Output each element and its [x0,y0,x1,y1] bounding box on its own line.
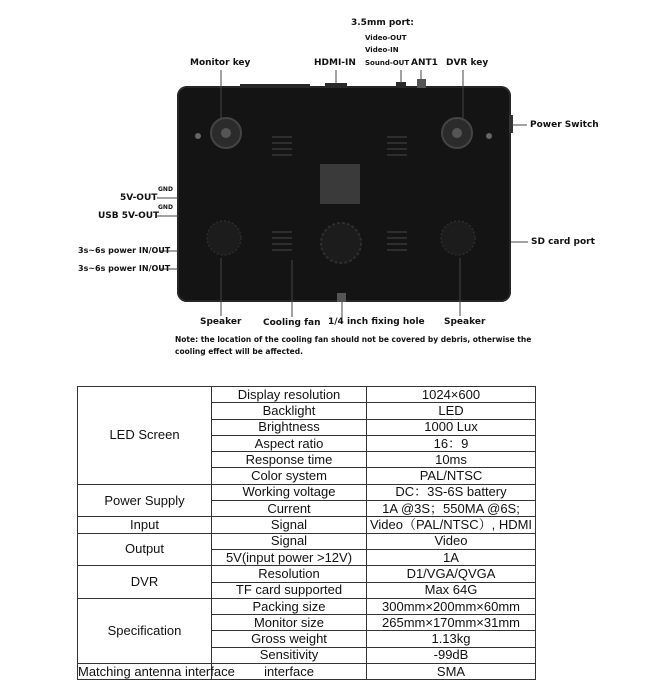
spec-group-name: Specification [78,598,212,663]
spec-parameter: Backlight [212,403,367,419]
fixing-hole [337,293,346,302]
table-row [78,598,536,614]
label-monitor-key: Monitor key [190,58,251,68]
spec-value: D1/VGA/QVGA [367,566,536,582]
spec-value: Video（PAL/NTSC）, HDMI [367,517,536,533]
label-hdmi-in: HDMI-IN [314,58,356,68]
spec-parameter: Packing size [212,598,367,614]
spec-value: 1000 Lux [367,419,536,435]
spec-group-name: Matching antenna interface [78,663,235,679]
side-switch [509,115,513,133]
spec-value: LED [367,403,536,419]
spec-group-name: LED Screen [78,387,212,485]
label-power-in-out-2: 3s~6s power IN/OUT [78,264,171,273]
spec-value: SMA [367,664,536,680]
spec-value: 1024×600 [367,387,536,403]
spec-parameter: Gross weight [212,631,367,647]
spec-value: 1.13kg [367,631,536,647]
cooling-fan-grille [321,223,361,263]
label-power-switch: Power Switch [530,120,599,130]
spec-parameter: Current [212,501,367,517]
spec-value: 1A @3S；550MA @6S; [367,501,536,517]
spec-parameter: Color system [212,468,367,484]
label-usb-5v-out: USB 5V-OUT [98,211,160,221]
label-video-out: Video-OUT [365,34,407,42]
spec-value: Max 64G [367,582,536,598]
vent-top-right [387,137,407,155]
spec-group-name: Output [78,533,212,566]
spec-value: 300mm×200mm×60mm [367,598,536,614]
spec-parameter: Brightness [212,419,367,435]
table-row [78,517,536,533]
spec-parameter: Aspect ratio [212,435,367,451]
spec-table [77,386,536,680]
label-5v-out: 5V-OUT [120,193,158,203]
ant1-connector [417,79,426,88]
spec-parameter: interface [212,664,367,680]
spec-parameter: Display resolution [212,387,367,403]
spec-value: 265mm×170mm×31mm [367,615,536,631]
spec-parameter: Sensitivity [212,647,367,663]
spec-parameter: Monitor size [212,615,367,631]
spec-parameter: Signal [212,517,367,533]
label-speaker-right: Speaker [444,317,486,327]
center-label-plate [320,164,360,204]
vent-bottom-right [387,232,407,250]
label-video-in: Video-IN [365,46,399,54]
spec-parameter: Response time [212,452,367,468]
spec-group-name: Input [78,517,212,533]
table-row [78,387,536,403]
spec-parameter: Working voltage [212,484,367,500]
label-gnd-1: GND [158,186,173,193]
label-sound-out: Sound-OUT [365,59,410,67]
spec-parameter: Resolution [212,566,367,582]
spec-value: 10ms [367,452,536,468]
label-ant1: ANT1 [411,58,438,68]
label-fixing-hole: 1/4 inch fixing hole [328,317,425,327]
spec-value: Video [367,533,536,549]
spec-value: 16：9 [367,435,536,451]
spec-value: -99dB [367,647,536,663]
spec-value: PAL/NTSC [367,468,536,484]
top-ridge [240,84,310,88]
vent-bottom-left [272,232,292,250]
label-speaker-left: Speaker [200,317,242,327]
speaker-grille-left [207,221,241,255]
spec-group-name: Power Supply [78,484,212,517]
cooling-fan-note: Note: the location of the cooling fan should not be covered by debris, otherwise the cooling effect will be affected. [175,335,532,356]
spec-value: 1A [367,549,536,565]
table-row [78,566,536,582]
label-power-in-out-1: 3s~6s power IN/OUT [78,246,171,255]
spec-parameter: Signal [212,533,367,549]
spec-parameter: 5V(input power >12V) [212,549,367,565]
spec-group-name: DVR [78,566,212,599]
label-sd-card-port: SD card port [531,237,595,247]
label-dvr-key: DVR key [446,58,489,68]
table-row [78,484,536,500]
table-row [78,664,536,680]
label-35mm-port: 3.5mm port: [351,18,414,28]
speaker-grille-right [441,221,475,255]
label-gnd-2: GND [158,204,173,211]
table-row [78,533,536,549]
spec-parameter: TF card supported [212,582,367,598]
label-cooling-fan: Cooling fan [263,318,321,328]
spec-value: DC：3S-6S battery [367,484,536,500]
vent-top-left [272,137,292,155]
